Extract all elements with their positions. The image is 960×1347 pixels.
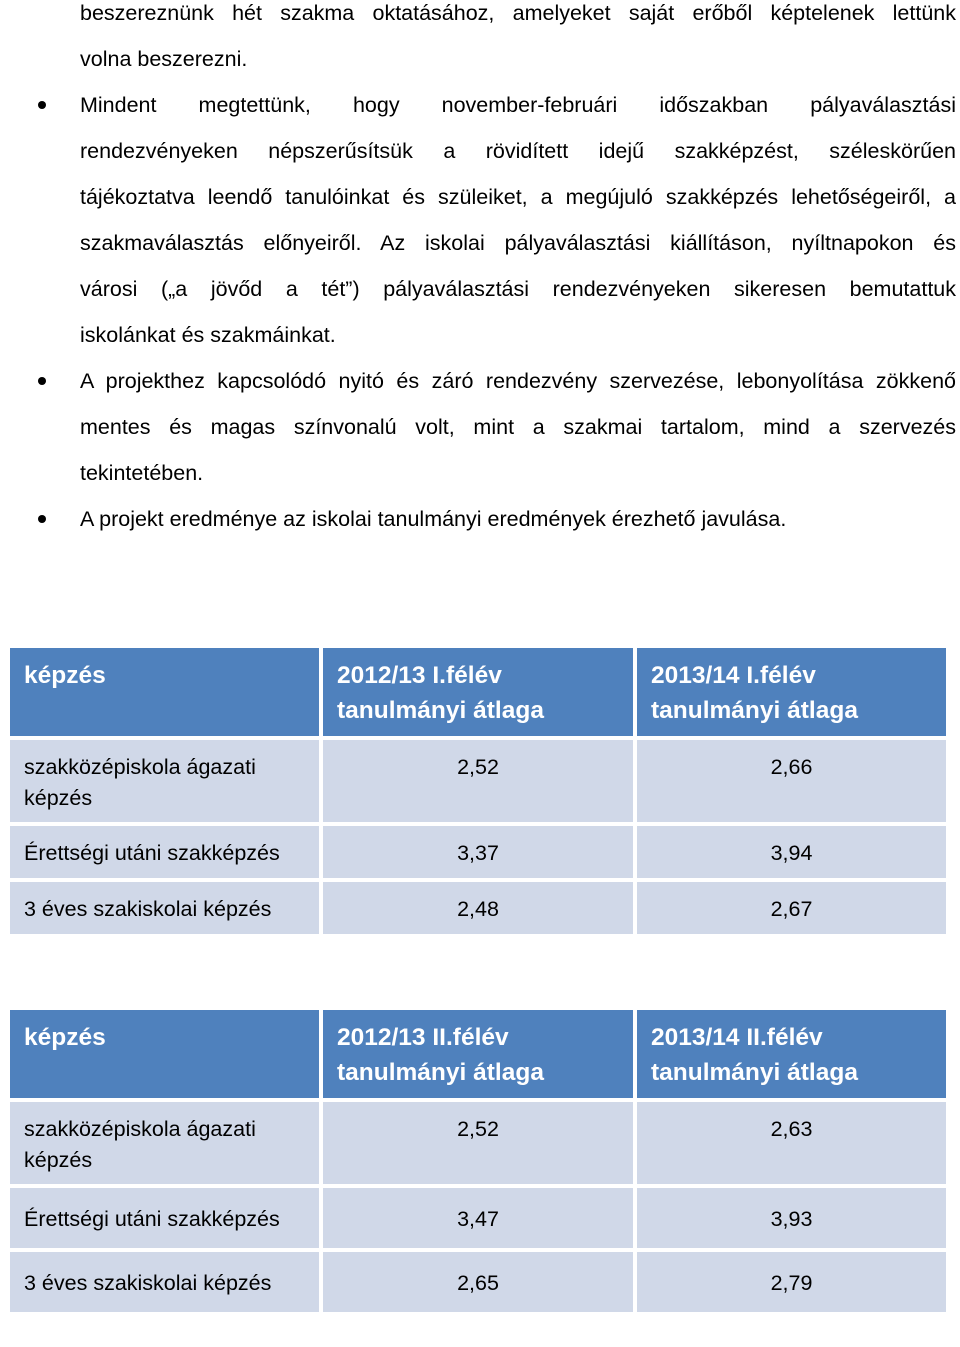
- table-row: [10, 740, 946, 822]
- table-row: [10, 882, 946, 934]
- bullet-list: [80, 92, 956, 552]
- text-line: mentes és magas színvonalú volt, mint a szakmai tartalom, mind a szervezés: [80, 415, 956, 439]
- table-row: [10, 1252, 946, 1312]
- table-cell: 2,66: [637, 740, 946, 822]
- text-line: szakmaválasztás előnyeiről. Az iskolai pályaválasztási kiállításon, nyíltnapokon és: [80, 231, 956, 255]
- text-line: városi („a jövőd a tét”) pályaválasztási rendezvényeken sikeresen bemutattuk: [80, 277, 956, 301]
- table-row: [10, 1188, 946, 1248]
- bullet-icon: [38, 101, 46, 109]
- table-cell: 3,94: [637, 826, 946, 878]
- table-header-cell: 2012/13 I.félév tanulmányi átlaga: [323, 648, 633, 736]
- text-line: tekintetében.: [80, 461, 204, 485]
- table-header-cell: 2013/14 II.félév tanulmányi átlaga: [637, 1010, 946, 1098]
- table-cell: 2,52: [323, 1102, 633, 1184]
- grades-table-second-semester: [6, 1006, 950, 1316]
- table-header-row: [10, 1010, 946, 1098]
- table-cell: 3,93: [637, 1188, 946, 1248]
- text-line: A projekt eredménye az iskolai tanulmányi eredmények érezhető javulása.: [80, 507, 787, 531]
- text-line: A projekthez kapcsolódó nyitó és záró rendezvény szervezése, lebonyolítása zökkenő: [80, 369, 956, 393]
- table-header-row: [10, 648, 946, 736]
- table-cell: 2,67: [637, 882, 946, 934]
- table-cell: 2,63: [637, 1102, 946, 1184]
- text-line: iskolánkat és szakmáinkat.: [80, 323, 336, 347]
- table-row: [10, 1102, 946, 1184]
- table-header-cell: 2012/13 II.félév tanulmányi átlaga: [323, 1010, 633, 1098]
- table-cell: 2,48: [323, 882, 633, 934]
- table-row: [10, 826, 946, 878]
- table-cell: Érettségi utáni szakképzés: [10, 826, 319, 878]
- table-cell: szakközépiskola ágazati képzés: [10, 1102, 319, 1184]
- intro-paragraph: [80, 0, 956, 92]
- bullet-item: [80, 92, 956, 368]
- bullet-item: [80, 368, 956, 506]
- text-line: beszereznünk hét szakma oktatásához, amelyeket saját erőből képtelenek lettünk: [80, 1, 956, 25]
- table-cell: 3,47: [323, 1188, 633, 1248]
- table-header-cell: képzés: [10, 1010, 319, 1098]
- table-cell: 3,37: [323, 826, 633, 878]
- text-line: rendezvényeken népszerűsítsük a rövidített idejű szakképzést, széleskörűen: [80, 139, 956, 163]
- table-header-cell: képzés: [10, 648, 319, 736]
- table-header-cell: 2013/14 I.félév tanulmányi átlaga: [637, 648, 946, 736]
- grades-table-first-semester: [6, 644, 950, 938]
- text-line: tájékoztatva leendő tanulóinkat és szüleiket, a megújuló szakképzés lehetőségeiről, a: [80, 185, 956, 209]
- table-cell: Érettségi utáni szakképzés: [10, 1188, 319, 1248]
- table-cell: 3 éves szakiskolai képzés: [10, 1252, 319, 1312]
- table-cell: szakközépiskola ágazati képzés: [10, 740, 319, 822]
- table-cell: 3 éves szakiskolai képzés: [10, 882, 319, 934]
- table-cell: 2,52: [323, 740, 633, 822]
- bullet-icon: [38, 515, 46, 523]
- bullet-icon: [38, 377, 46, 385]
- text-line: Mindent megtettünk, hogy november-februári időszakban pályaválasztási: [80, 93, 956, 117]
- bullet-item: [80, 506, 956, 552]
- table-cell: 2,79: [637, 1252, 946, 1312]
- text-line: volna beszerezni.: [80, 47, 248, 71]
- table-cell: 2,65: [323, 1252, 633, 1312]
